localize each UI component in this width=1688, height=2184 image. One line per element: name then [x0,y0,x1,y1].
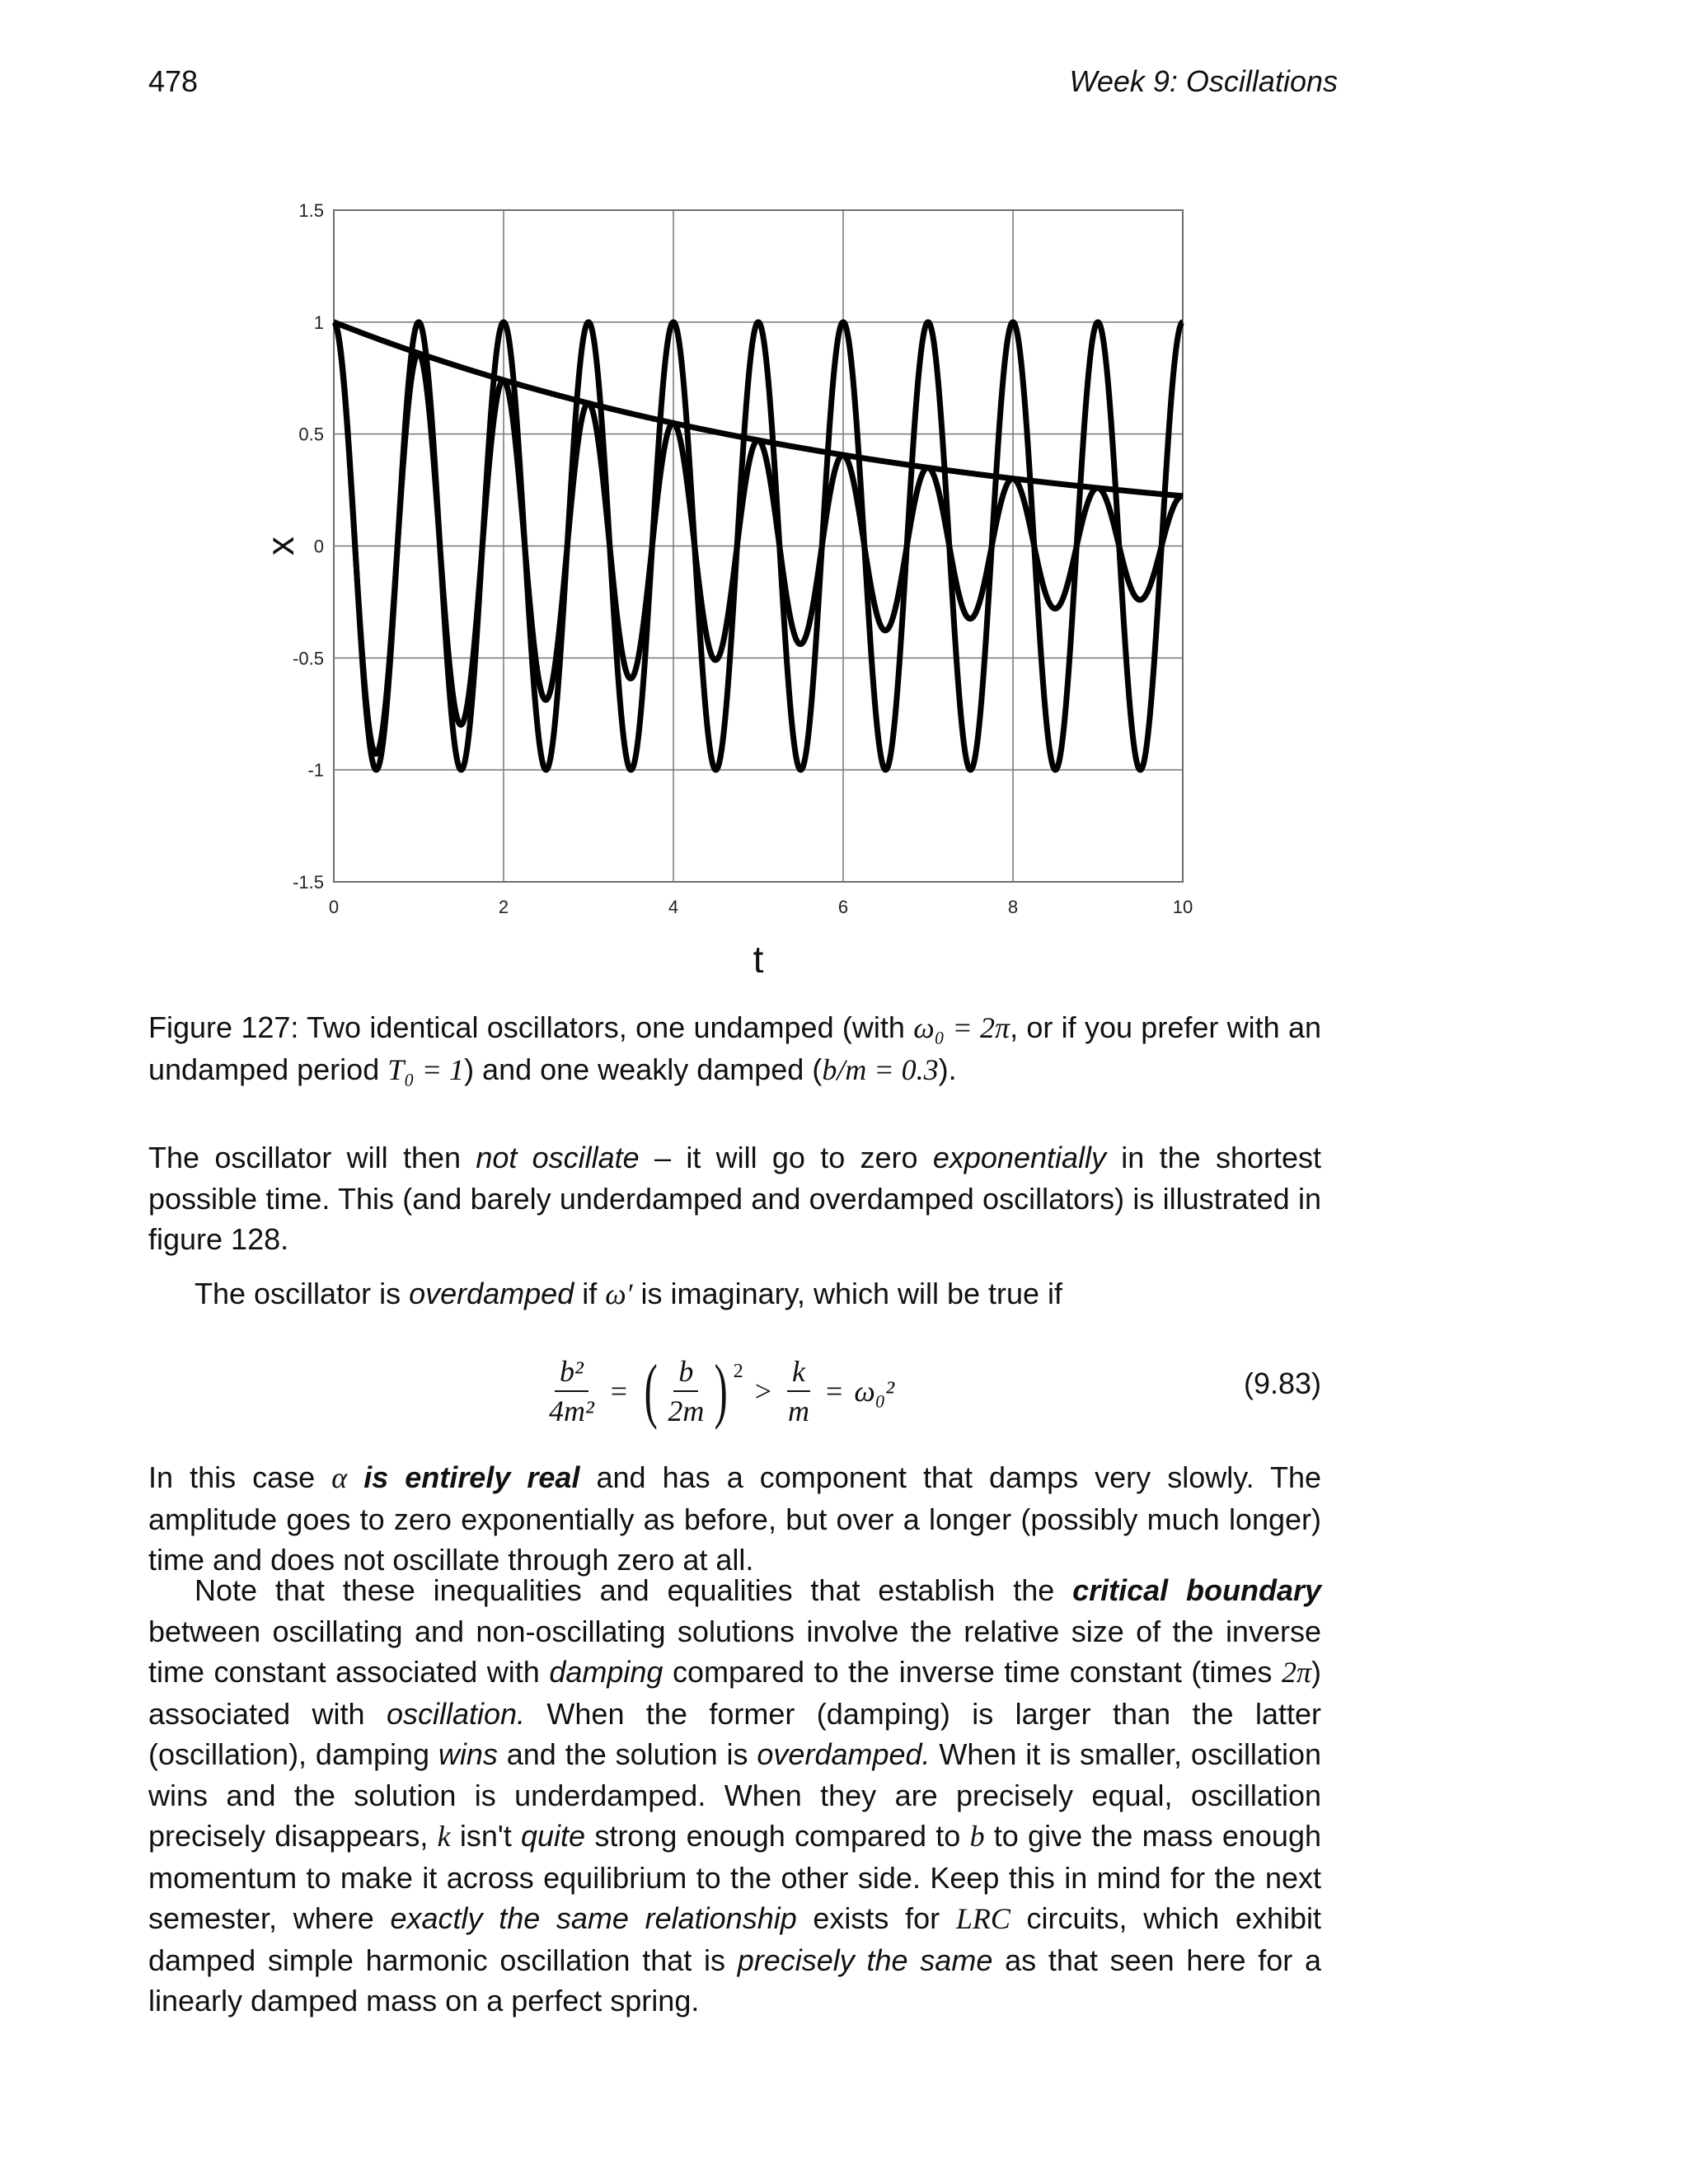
fraction-lhs [544,1354,599,1428]
paragraph-overdamped-real [148,1457,1321,1581]
parenthesized-fraction [639,1351,743,1431]
paragraph-critical-damping [148,1137,1321,1260]
right-paren-icon: ) [715,1351,729,1431]
text-run: strong enough compared to [585,1819,970,1853]
page-number: 478 [148,64,199,98]
y-axis-label: x [259,537,302,555]
caption-text: Figure 127: Two identical oscillators, one undamped (with [148,1010,914,1044]
text-run: Note that these inequalities and equalities that establish the [195,1573,1073,1607]
caption-math-period: T₀ = 1 [387,1052,465,1086]
numerator: k [787,1354,810,1392]
emphasis: overdamped. [757,1737,931,1771]
greater-than-sign: > [754,1375,772,1408]
text-run: – it will go to zero [639,1141,933,1174]
text-run: The oscillator will then [148,1141,476,1174]
text-run: In this case [148,1460,332,1494]
text-run: as that seen here for a linearly damped mass on a perfect spring. [148,1943,1321,2018]
x-tick-label: 2 [498,897,509,917]
emphasis: quite [521,1819,586,1853]
text-run: in the shortest possible time. This (and barely underdamped and overdamped oscillators) is illustrated in figure 128. [148,1141,1322,1256]
math-k: k [437,1820,451,1853]
emphasis: damping [549,1655,663,1689]
y-tick-label: -1.5 [293,872,324,893]
text-run: When the former (damping) is larger than the latter (oscillation), damping [148,1696,1321,1771]
math-alpha: α [331,1461,348,1494]
text-run: When it is smaller, oscillation wins and the solution is underdamped. When they are precisely equal, oscillation precisely disappears, [148,1737,1321,1853]
oscillation-chart [247,190,1236,972]
equals-sign: = [826,1375,843,1408]
y-tick-label: 1 [313,312,324,333]
emphasis: wins [438,1737,498,1771]
left-paren-icon: ( [644,1351,658,1431]
denominator: 2m [668,1394,705,1427]
math-two-pi: 2π [1281,1656,1311,1689]
caption-math-damping: b/m = 0.3 [822,1052,939,1086]
exponent: 2 [733,1361,743,1382]
y-tick-label: 0 [313,536,324,557]
figure-caption [148,1007,1321,1090]
text-run: is imaginary, which will be true if [632,1277,1063,1310]
equation-body [544,1342,894,1441]
bold-emphasis: critical boundary [1072,1573,1321,1607]
damped-series-line [334,322,1183,754]
y-tick-label: -1 [307,760,324,781]
fraction-mid [663,1354,709,1428]
equals-sign: = [610,1375,628,1408]
math-omega-prime: ω′ [605,1277,633,1310]
denominator: m [788,1394,810,1427]
text-run: and has a component that damps very slowly. The amplitude goes to zero exponentially as before, but over a longer (possibly much longer) time and does not oscillate through zero at all. [148,1460,1322,1577]
text-run: if [574,1277,606,1310]
text-run: exists for [796,1901,956,1935]
emphasis: oscillation. [386,1696,526,1731]
text-run: ) associated with [148,1655,1321,1731]
text-run: between oscillating and non-oscillating solutions involve the relative size of the inverse time constant associated with [148,1614,1321,1689]
text-run: The oscillator is [195,1277,410,1310]
y-tick-label: 1.5 [298,200,324,221]
emphasis: exactly the same relationship [390,1901,797,1935]
text-run: and the solution is [497,1737,757,1771]
x-tick-label: 10 [1172,897,1193,917]
text-run: to give the mass enough momentum to make it across equilibrium to the other side. Keep this in mind for the next semester, where [148,1819,1321,1935]
envelope-series-line [334,322,1183,496]
denominator: 4m² [549,1394,594,1427]
x-axis-label: t [753,938,764,972]
caption-text: ). [938,1052,957,1086]
math-lrc: LRC [955,1902,1010,1935]
emphasis: not oscillate [476,1141,640,1174]
caption-text: ) and one weakly damped ( [464,1052,823,1086]
equation-number: (9.83) [1243,1366,1321,1400]
bold-emphasis: is entirely real [347,1460,580,1494]
numerator: b² [555,1354,588,1392]
y-tick-label: -0.5 [293,648,324,669]
paragraph-overdamped-intro [148,1273,1321,1315]
x-tick-label: 4 [668,897,679,917]
caption-math-omega: ω₀ = 2π [913,1011,1010,1044]
x-tick-label: 0 [328,897,340,917]
y-tick-label: 0.5 [298,424,324,445]
emphasis: precisely the same [737,1943,993,1977]
text-run: compared to the inverse time constant (times [663,1655,1282,1689]
emphasis: exponentially [932,1141,1107,1174]
omega-zero-squared: ω₀² [854,1375,895,1408]
emphasis: overdamped [409,1277,574,1310]
paragraph-critical-boundary [148,1570,1321,2022]
equation-9-83 [148,1342,1321,1441]
running-title: Week 9: Oscillations [1069,64,1338,98]
numerator: b [673,1354,698,1392]
x-tick-label: 8 [1007,897,1019,917]
x-tick-label: 6 [837,897,849,917]
fraction-rhs [783,1354,814,1428]
text-run: circuits, which exhibit damped simple harmonic oscillation that is [148,1901,1321,1977]
caption-text: , or if you prefer with an undamped period [148,1010,1322,1086]
math-b: b [969,1820,985,1853]
text-run: isn't [450,1819,521,1853]
